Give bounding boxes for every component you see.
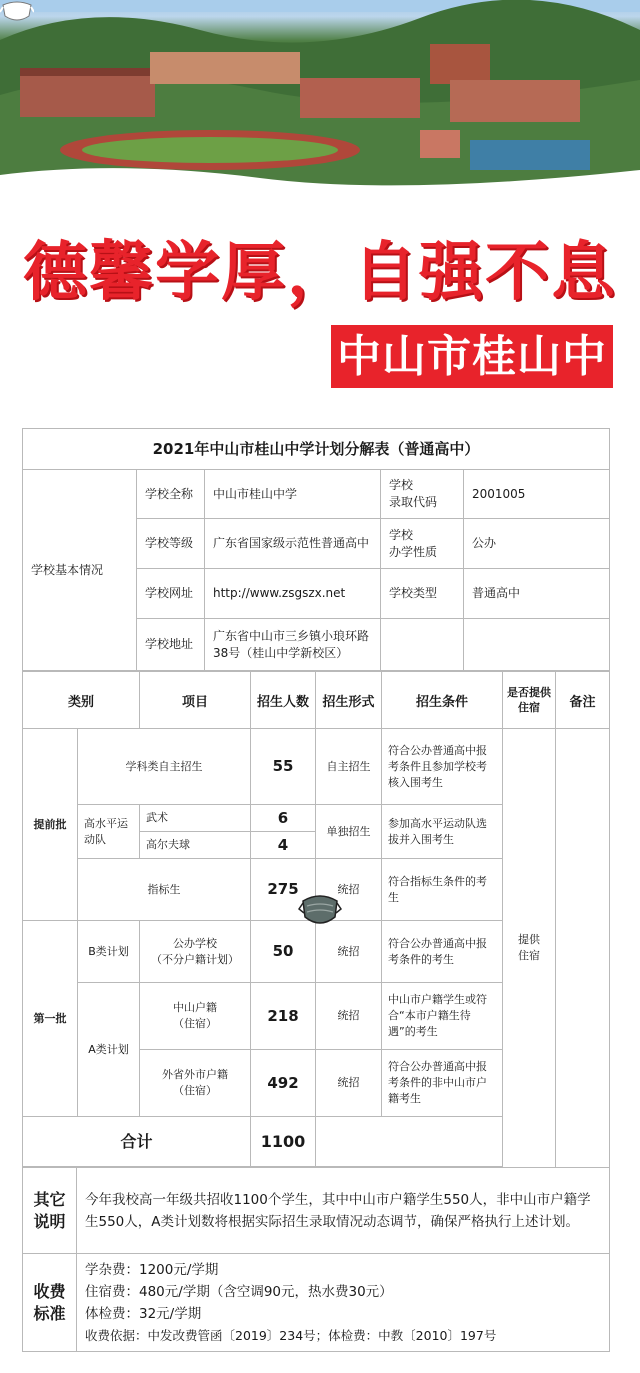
info-value: 广东省国家级示范性普通高中: [205, 519, 381, 569]
section-label: 学校基本情况: [23, 470, 137, 671]
info-value: 广东省中山市三乡镇小琅环路38号（桂山中学新校区）: [205, 619, 381, 671]
count-cell: 50: [251, 921, 316, 983]
form-cell: 统招: [316, 859, 382, 921]
campus-photo: [0, 0, 640, 205]
condition-cell: 符合公办普通高中报考条件的非中山市户籍考生: [382, 1050, 503, 1117]
item-label: 外省外市户籍 （住宿）: [140, 1050, 251, 1117]
total-label: 合计: [23, 1117, 251, 1167]
team-label: 高水平运动队: [78, 805, 140, 859]
housing-cell: 提供 住宿: [503, 729, 556, 1167]
item-label: 指标生: [78, 859, 251, 921]
fee-line: 住宿费：480元/学期（含空调90元，热水费30元）: [85, 1283, 393, 1300]
batch-label: 第一批: [23, 921, 78, 1117]
website-link[interactable]: http://www.zsgszx.net: [205, 569, 381, 619]
fee-line: 学杂费：1200元/学期: [85, 1261, 219, 1278]
condition-cell: 符合公办普通高中报考条件且参加学校考核入围考生: [382, 729, 503, 805]
info-value: 公办: [464, 519, 610, 569]
info-key: 学校全称: [137, 470, 205, 519]
info-key: 学校类型: [381, 569, 464, 619]
col-header: 是否提供住宿: [503, 672, 556, 729]
info-key: 学校 录取代码: [381, 470, 464, 519]
form-cell: 统招: [316, 983, 382, 1050]
col-header: 招生条件: [382, 672, 503, 729]
school-basic-info-table: [22, 428, 610, 671]
item-label: 高尔夫球: [140, 832, 251, 859]
count-cell: 492: [251, 1050, 316, 1117]
info-key: 学校网址: [137, 569, 205, 619]
condition-cell: 符合指标生条件的考生: [382, 859, 503, 921]
count-cell: 218: [251, 983, 316, 1050]
info-value: [464, 619, 610, 671]
condition-cell: 符合公办普通高中报考条件的考生: [382, 921, 503, 983]
count-cell: 6: [251, 805, 316, 832]
fees-list: [77, 1254, 610, 1352]
col-header: 备注: [556, 672, 610, 729]
school-motto: 德馨学厚，自强不息: [23, 236, 617, 310]
item-label: 学科类自主招生: [78, 729, 251, 805]
notes-table: [22, 1167, 610, 1352]
item-label: 中山户籍 （住宿）: [140, 983, 251, 1050]
info-value: 2001005: [464, 470, 610, 519]
school-name-badge: 中山市桂山中学: [331, 325, 613, 388]
col-header: 招生人数: [251, 672, 316, 729]
form-cell: 统招: [316, 1050, 382, 1117]
col-header: 类别: [23, 672, 140, 729]
fees-label: 收费 标准: [23, 1254, 77, 1352]
form-cell: 单独招生: [316, 805, 382, 859]
condition-cell: 中山市户籍学生或符合“本市户籍生待遇”的考生: [382, 983, 503, 1050]
plan-label: A类计划: [78, 983, 140, 1117]
condition-cell: 参加高水平运动队选拔并入围考生: [382, 805, 503, 859]
mask-icon: [298, 893, 342, 929]
col-header: 项目: [140, 672, 251, 729]
total-empty: [316, 1117, 503, 1167]
fee-line: 体检费：32元/学期: [85, 1305, 202, 1322]
info-key: 学校地址: [137, 619, 205, 671]
info-key: 学校等级: [137, 519, 205, 569]
form-cell: 统招: [316, 921, 382, 983]
plan-label: B类计划: [78, 921, 140, 983]
count-cell: 275: [251, 859, 316, 921]
col-header: 招生形式: [316, 672, 382, 729]
table-title: 2021年中山市桂山中学计划分解表（普通高中）: [23, 429, 610, 470]
item-label: 公办学校 （不分户籍计划）: [140, 921, 251, 983]
item-label: 武术: [140, 805, 251, 832]
remarks-cell: [556, 729, 610, 1167]
info-key: [381, 619, 464, 671]
fee-line: 收费依据：中发改费管函〔2019〕234号；体检费：中教〔2010〕197号: [85, 1327, 497, 1343]
count-cell: 4: [251, 832, 316, 859]
total-count: 1100: [251, 1117, 316, 1167]
info-value: 中山市桂山中学: [205, 470, 381, 519]
batch-label: 提前批: [23, 729, 78, 921]
form-cell: 自主招生: [316, 729, 382, 805]
count-cell: 55: [251, 729, 316, 805]
info-key: 学校 办学性质: [381, 519, 464, 569]
info-value: 普通高中: [464, 569, 610, 619]
notes-label: 其它 说明: [23, 1168, 77, 1254]
notes-text: 今年我校高一年级共招收1100个学生，其中中山市户籍学生550人，非中山市户籍学生550人，A类计划数将根据实际招生录取情况动态调节，确保严格执行上述计划。: [77, 1168, 610, 1254]
mask-logo-icon: [0, 0, 34, 24]
